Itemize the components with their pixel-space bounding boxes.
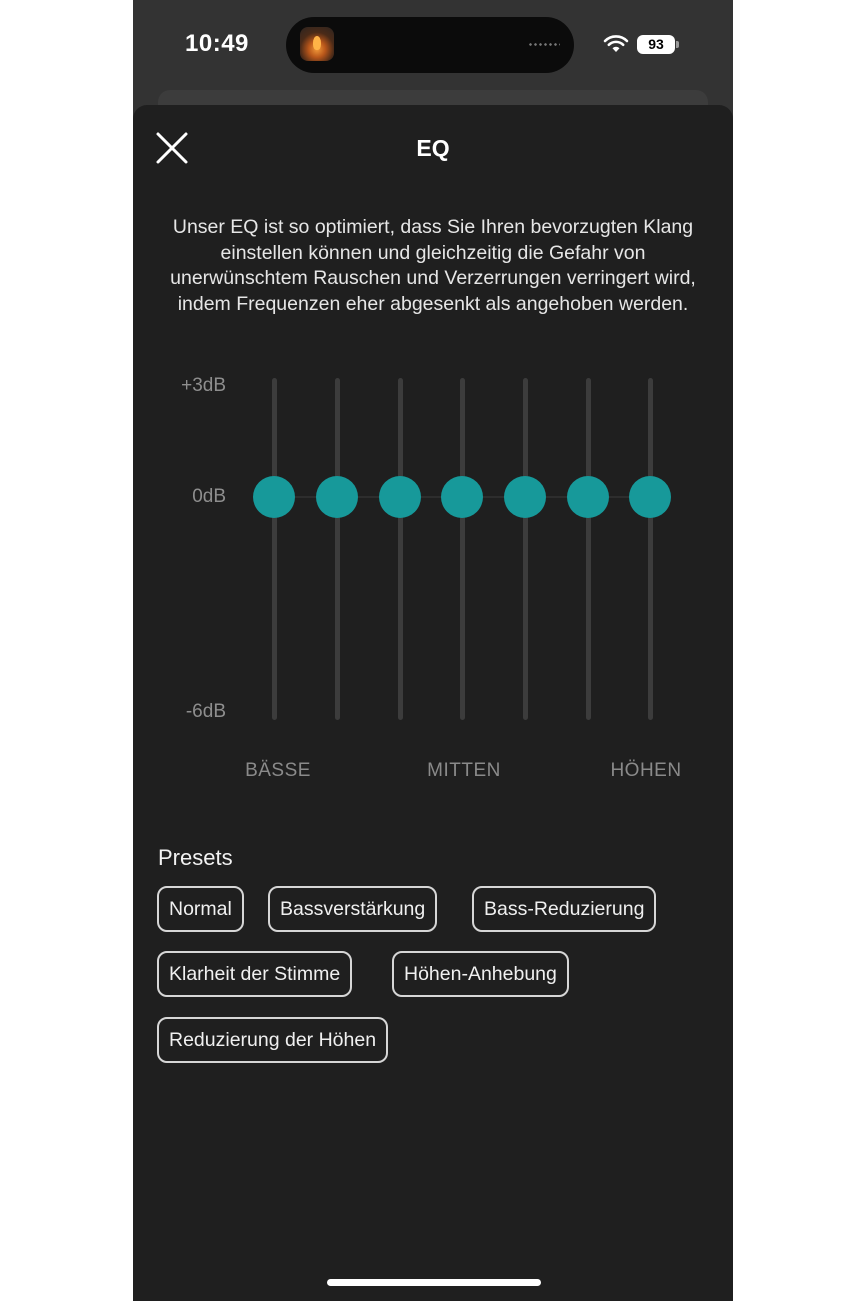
band-label-bass: BÄSSE	[245, 760, 311, 781]
eq-slider-track[interactable]	[648, 378, 653, 720]
dynamic-island	[286, 17, 574, 73]
eq-band-6-knob[interactable]	[567, 476, 609, 518]
eq-slider-track[interactable]	[335, 378, 340, 720]
eq-band-4-knob[interactable]	[441, 476, 483, 518]
preset-treble-reduction-button[interactable]: Reduzierung der Höhen	[157, 1017, 388, 1063]
wifi-icon	[603, 34, 629, 54]
battery-indicator: 93	[637, 35, 675, 54]
presets-heading: Presets	[158, 845, 233, 870]
now-playing-app-icon	[300, 27, 334, 61]
eq-band-5-knob[interactable]	[504, 476, 546, 518]
sheet-title: EQ	[416, 135, 450, 161]
db-label-zero: 0dB	[192, 486, 226, 507]
status-time: 10:49	[185, 30, 249, 57]
eq-description: Unser EQ ist so optimiert, dass Sie Ihren bevorzugten Klang einstellen können und gleichzeitig die Gefahr von unerwünschtem Rauschen und Verzerrungen verringert wird, indem Frequenzen eher abgesenkt als angehoben werden.	[170, 216, 696, 315]
eq-slider-track[interactable]	[523, 378, 528, 720]
preset-bass-boost-button[interactable]: Bassverstärkung	[268, 886, 437, 932]
eq-slider-track[interactable]	[398, 378, 403, 720]
phone-screen	[133, 0, 733, 1301]
eq-band-1-knob[interactable]	[253, 476, 295, 518]
home-indicator[interactable]	[327, 1279, 541, 1286]
preset-treble-boost-button[interactable]: Höhen-Anhebung	[392, 951, 569, 997]
eq-band-3-knob[interactable]	[379, 476, 421, 518]
eq-band-2-knob[interactable]	[316, 476, 358, 518]
band-label-treble: HÖHEN	[610, 760, 682, 781]
band-label-mid: MITTEN	[427, 760, 501, 781]
eq-slider-track[interactable]	[272, 378, 277, 720]
preset-bass-reduction-button[interactable]: Bass-Reduzierung	[472, 886, 656, 932]
battery-tip	[676, 41, 679, 48]
preset-normal-button[interactable]: Normal	[157, 886, 244, 932]
eq-band-7-knob[interactable]	[629, 476, 671, 518]
eq-slider-track[interactable]	[586, 378, 591, 720]
db-label-top: +3dB	[181, 375, 226, 396]
preset-voice-clarity-button[interactable]: Klarheit der Stimme	[157, 951, 352, 997]
audio-waveform-icon	[528, 43, 560, 46]
eq-sheet	[133, 105, 733, 1301]
eq-slider-track[interactable]	[460, 378, 465, 720]
db-label-bottom: -6dB	[185, 701, 226, 722]
